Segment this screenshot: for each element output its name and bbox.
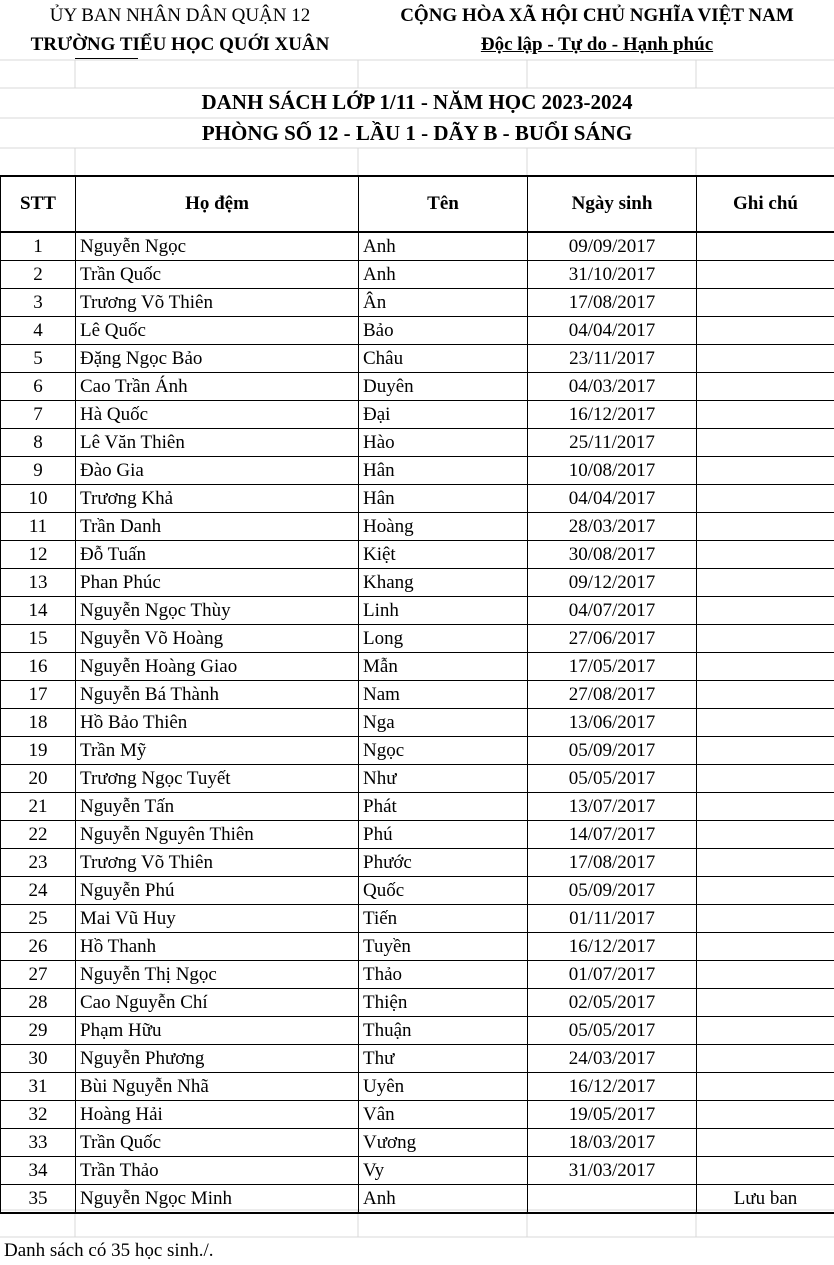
row-stt: 31: [1, 1073, 76, 1101]
table-row: [1, 345, 834, 373]
row-birth-date: 18/03/2017: [528, 1129, 697, 1157]
row-middle-name: Phan Phúc: [76, 569, 359, 597]
row-first-name: Châu: [359, 345, 528, 373]
row-stt: 13: [1, 569, 76, 597]
row-first-name: Thảo: [359, 961, 528, 989]
row-note: [697, 457, 834, 485]
row-middle-name: Nguyễn Hoàng Giao: [76, 653, 359, 681]
table-row: [1, 961, 834, 989]
row-note: [697, 513, 834, 541]
table-row: [1, 317, 834, 345]
row-middle-name: Trương Khả: [76, 485, 359, 513]
row-note: [697, 849, 834, 877]
table-row: [1, 765, 834, 793]
row-middle-name: Trương Võ Thiên: [76, 289, 359, 317]
table-row: [1, 232, 834, 261]
row-middle-name: Nguyễn Phú: [76, 877, 359, 905]
row-first-name: Thư: [359, 1045, 528, 1073]
row-birth-date: 04/07/2017: [528, 597, 697, 625]
row-birth-date: 04/04/2017: [528, 317, 697, 345]
row-note: [697, 989, 834, 1017]
row-birth-date: 16/12/2017: [528, 401, 697, 429]
table-row: [1, 1157, 834, 1185]
table-row: [1, 541, 834, 569]
row-stt: 21: [1, 793, 76, 821]
row-note: [697, 261, 834, 289]
row-stt: 27: [1, 961, 76, 989]
row-first-name: Anh: [359, 232, 528, 261]
row-note: [697, 737, 834, 765]
row-first-name: Long: [359, 625, 528, 653]
table-row: [1, 597, 834, 625]
row-first-name: Bảo: [359, 317, 528, 345]
row-first-name: Tuyền: [359, 933, 528, 961]
row-birth-date: 17/08/2017: [528, 849, 697, 877]
row-stt: 28: [1, 989, 76, 1017]
row-note: [697, 1101, 834, 1129]
row-note: [697, 933, 834, 961]
row-stt: 34: [1, 1157, 76, 1185]
row-birth-date: 09/12/2017: [528, 569, 697, 597]
row-stt: 12: [1, 541, 76, 569]
table-row: [1, 401, 834, 429]
row-first-name: Khang: [359, 569, 528, 597]
row-middle-name: Phạm Hữu: [76, 1017, 359, 1045]
row-note: [697, 317, 834, 345]
row-stt: 16: [1, 653, 76, 681]
row-stt: 29: [1, 1017, 76, 1045]
row-stt: 3: [1, 289, 76, 317]
row-first-name: Như: [359, 765, 528, 793]
row-middle-name: Nguyễn Võ Hoàng: [76, 625, 359, 653]
table-row: [1, 653, 834, 681]
row-birth-date: 01/11/2017: [528, 905, 697, 933]
table-row: [1, 513, 834, 541]
row-stt: 32: [1, 1101, 76, 1129]
school-name-underline: [75, 58, 138, 59]
table-row: [1, 569, 834, 597]
row-birth-date: 02/05/2017: [528, 989, 697, 1017]
column-header-middle-name: Họ đệm: [76, 176, 359, 232]
row-note: [697, 877, 834, 905]
row-stt: 33: [1, 1129, 76, 1157]
row-middle-name: Mai Vũ Huy: [76, 905, 359, 933]
row-middle-name: Nguyễn Ngọc Thùy: [76, 597, 359, 625]
row-middle-name: Hồ Thanh: [76, 933, 359, 961]
table-row: [1, 1045, 834, 1073]
row-middle-name: Trương Ngọc Tuyết: [76, 765, 359, 793]
class-list-title: DANH SÁCH LỚP 1/11 - NĂM HỌC 2023-2024: [201, 90, 633, 114]
row-birth-date: [528, 1185, 697, 1214]
row-birth-date: 31/03/2017: [528, 1157, 697, 1185]
row-birth-date: 05/09/2017: [528, 737, 697, 765]
row-birth-date: 27/06/2017: [528, 625, 697, 653]
table-row: [1, 1129, 834, 1157]
row-note: [697, 1045, 834, 1073]
row-birth-date: 17/08/2017: [528, 289, 697, 317]
row-middle-name: Nguyễn Phương: [76, 1045, 359, 1073]
row-stt: 5: [1, 345, 76, 373]
row-note: [697, 1073, 834, 1101]
row-birth-date: 25/11/2017: [528, 429, 697, 457]
row-birth-date: 04/04/2017: [528, 485, 697, 513]
row-stt: 30: [1, 1045, 76, 1073]
row-note: [697, 485, 834, 513]
row-birth-date: 16/12/2017: [528, 933, 697, 961]
row-middle-name: Trần Mỹ: [76, 737, 359, 765]
table-row: [1, 821, 834, 849]
row-stt: 10: [1, 485, 76, 513]
row-stt: 19: [1, 737, 76, 765]
row-stt: 17: [1, 681, 76, 709]
row-note: [697, 569, 834, 597]
row-first-name: Tiến: [359, 905, 528, 933]
row-first-name: Vy: [359, 1157, 528, 1185]
row-stt: 24: [1, 877, 76, 905]
row-note: [697, 345, 834, 373]
student-list-table: [0, 175, 834, 1214]
table-row: [1, 1073, 834, 1101]
row-first-name: Anh: [359, 261, 528, 289]
row-stt: 2: [1, 261, 76, 289]
table-row: [1, 289, 834, 317]
row-middle-name: Trần Danh: [76, 513, 359, 541]
row-birth-date: 19/05/2017: [528, 1101, 697, 1129]
table-row: [1, 905, 834, 933]
row-note: [697, 793, 834, 821]
row-middle-name: Bùi Nguyễn Nhã: [76, 1073, 359, 1101]
row-birth-date: 05/05/2017: [528, 765, 697, 793]
row-first-name: Vân: [359, 1101, 528, 1129]
row-stt: 22: [1, 821, 76, 849]
row-first-name: Hoàng: [359, 513, 528, 541]
column-header-first-name: Tên: [359, 176, 528, 232]
row-middle-name: Trần Quốc: [76, 1129, 359, 1157]
table-row: [1, 989, 834, 1017]
table-row: [1, 1185, 834, 1214]
row-note: [697, 1017, 834, 1045]
row-first-name: Anh: [359, 1185, 528, 1214]
row-middle-name: Nguyễn Bá Thành: [76, 681, 359, 709]
table-header-row: [1, 176, 834, 232]
table-row: [1, 625, 834, 653]
row-middle-name: Đào Gia: [76, 457, 359, 485]
row-middle-name: Nguyễn Tấn: [76, 793, 359, 821]
row-middle-name: Hồ Bảo Thiên: [76, 709, 359, 737]
row-stt: 35: [1, 1185, 76, 1214]
row-middle-name: Cao Nguyễn Chí: [76, 989, 359, 1017]
row-stt: 7: [1, 401, 76, 429]
row-stt: 20: [1, 765, 76, 793]
table-row: [1, 737, 834, 765]
row-note: [697, 961, 834, 989]
table-row: [1, 1101, 834, 1129]
table-row: [1, 457, 834, 485]
row-birth-date: 01/07/2017: [528, 961, 697, 989]
row-note: [697, 597, 834, 625]
row-middle-name: Đỗ Tuấn: [76, 541, 359, 569]
row-note: [697, 429, 834, 457]
row-middle-name: Trần Quốc: [76, 261, 359, 289]
row-stt: 23: [1, 849, 76, 877]
row-middle-name: Nguyễn Thị Ngọc: [76, 961, 359, 989]
row-note: [697, 653, 834, 681]
row-first-name: Đại: [359, 401, 528, 429]
school-name: TRƯỜNG TIỂU HỌC QUỚI XUÂN: [30, 34, 330, 55]
row-first-name: Nam: [359, 681, 528, 709]
row-stt: 1: [1, 232, 76, 261]
row-first-name: Thuận: [359, 1017, 528, 1045]
row-first-name: Quốc: [359, 877, 528, 905]
row-stt: 4: [1, 317, 76, 345]
row-note: [697, 625, 834, 653]
row-birth-date: 16/12/2017: [528, 1073, 697, 1101]
row-note: [697, 765, 834, 793]
row-first-name: Uyên: [359, 1073, 528, 1101]
student-count-note: Danh sách có 35 học sinh./.: [4, 1240, 214, 1261]
row-note: [697, 1129, 834, 1157]
row-birth-date: 09/09/2017: [528, 232, 697, 261]
row-birth-date: 13/07/2017: [528, 793, 697, 821]
row-note: [697, 401, 834, 429]
row-stt: 14: [1, 597, 76, 625]
row-birth-date: 24/03/2017: [528, 1045, 697, 1073]
row-stt: 25: [1, 905, 76, 933]
row-middle-name: Nguyễn Ngọc Minh: [76, 1185, 359, 1214]
column-header-birth-date: Ngày sinh: [528, 176, 697, 232]
national-title: CỘNG HÒA XÃ HỘI CHỦ NGHĨA VIỆT NAM: [400, 5, 794, 26]
row-first-name: Hân: [359, 485, 528, 513]
row-note: [697, 1157, 834, 1185]
row-first-name: Phước: [359, 849, 528, 877]
row-note: [697, 232, 834, 261]
row-birth-date: 23/11/2017: [528, 345, 697, 373]
row-note: Lưu ban: [697, 1185, 834, 1214]
row-birth-date: 10/08/2017: [528, 457, 697, 485]
row-birth-date: 30/08/2017: [528, 541, 697, 569]
table-row: [1, 793, 834, 821]
row-note: [697, 373, 834, 401]
row-middle-name: Hà Quốc: [76, 401, 359, 429]
table-row: [1, 1017, 834, 1045]
row-middle-name: Nguyễn Ngọc: [76, 232, 359, 261]
row-first-name: Ân: [359, 289, 528, 317]
table-row: [1, 485, 834, 513]
table-row: [1, 681, 834, 709]
row-stt: 26: [1, 933, 76, 961]
row-first-name: Vương: [359, 1129, 528, 1157]
row-first-name: Duyên: [359, 373, 528, 401]
table-row: [1, 933, 834, 961]
row-note: [697, 905, 834, 933]
row-middle-name: Lê Văn Thiên: [76, 429, 359, 457]
row-first-name: Mẫn: [359, 653, 528, 681]
row-first-name: Hào: [359, 429, 528, 457]
row-stt: 11: [1, 513, 76, 541]
row-middle-name: Hoàng Hải: [76, 1101, 359, 1129]
row-birth-date: 05/09/2017: [528, 877, 697, 905]
row-stt: 6: [1, 373, 76, 401]
row-note: [697, 821, 834, 849]
column-header-stt: STT: [1, 176, 76, 232]
row-note: [697, 289, 834, 317]
row-first-name: Nga: [359, 709, 528, 737]
row-first-name: Hân: [359, 457, 528, 485]
national-motto: Độc lập - Tự do - Hạnh phúc: [480, 34, 714, 55]
row-note: [697, 709, 834, 737]
row-middle-name: Nguyễn Nguyên Thiên: [76, 821, 359, 849]
row-note: [697, 681, 834, 709]
table-row: [1, 877, 834, 905]
row-birth-date: 17/05/2017: [528, 653, 697, 681]
row-first-name: Phát: [359, 793, 528, 821]
row-stt: 15: [1, 625, 76, 653]
table-row: [1, 429, 834, 457]
row-middle-name: Cao Trần Ánh: [76, 373, 359, 401]
row-first-name: Ngọc: [359, 737, 528, 765]
row-birth-date: 31/10/2017: [528, 261, 697, 289]
row-stt: 9: [1, 457, 76, 485]
room-info-title: PHÒNG SỐ 12 - LẦU 1 - DÃY B - BUỔI SÁNG: [201, 121, 633, 145]
row-stt: 18: [1, 709, 76, 737]
column-header-note: Ghi chú: [697, 176, 834, 232]
row-first-name: Phú: [359, 821, 528, 849]
row-middle-name: Trương Võ Thiên: [76, 849, 359, 877]
row-birth-date: 27/08/2017: [528, 681, 697, 709]
row-stt: 8: [1, 429, 76, 457]
row-middle-name: Lê Quốc: [76, 317, 359, 345]
row-birth-date: 28/03/2017: [528, 513, 697, 541]
row-note: [697, 541, 834, 569]
table-row: [1, 261, 834, 289]
row-first-name: Kiệt: [359, 541, 528, 569]
row-middle-name: Đặng Ngọc Bảo: [76, 345, 359, 373]
row-middle-name: Trần Thảo: [76, 1157, 359, 1185]
table-row: [1, 849, 834, 877]
district-committee-name: ỦY BAN NHÂN DÂN QUẬN 12: [49, 5, 311, 26]
row-first-name: Linh: [359, 597, 528, 625]
row-birth-date: 13/06/2017: [528, 709, 697, 737]
row-birth-date: 05/05/2017: [528, 1017, 697, 1045]
row-first-name: Thiện: [359, 989, 528, 1017]
table-row: [1, 373, 834, 401]
row-birth-date: 14/07/2017: [528, 821, 697, 849]
table-row: [1, 709, 834, 737]
row-birth-date: 04/03/2017: [528, 373, 697, 401]
